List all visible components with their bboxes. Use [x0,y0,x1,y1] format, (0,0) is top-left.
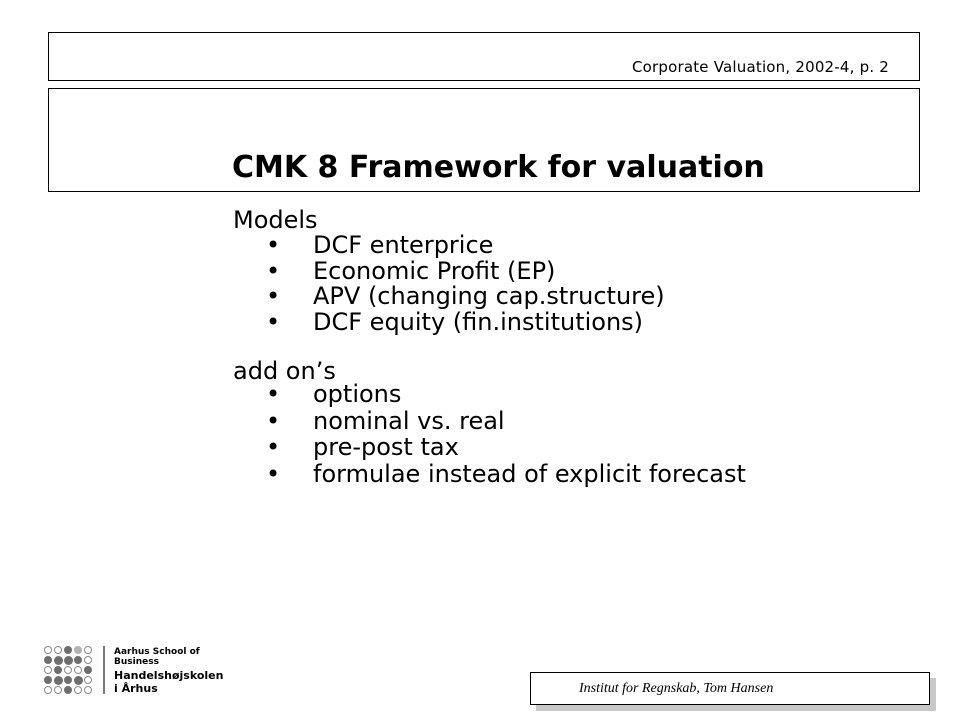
list-item-text: formulae instead of explicit forecast [313,459,746,488]
list-item [233,233,665,259]
logo-dot [54,686,62,694]
page-title: CMK 8 Framework for valuation [232,150,765,185]
logo-dot [44,676,52,684]
logo-dot [64,656,73,665]
models-heading: Models [233,206,318,234]
logo-dot [74,656,82,664]
list-item [233,284,665,310]
bullet-icon: • [266,380,281,408]
logo-dot [64,676,72,684]
logo-dot [84,676,92,684]
bullet-icon: • [266,307,281,336]
page-header-text: Corporate Valuation, 2002-4, p. 2 [631,58,889,76]
logo-dot [74,666,82,674]
logo-dot [54,656,63,665]
bullet-icon: • [266,406,281,435]
logo-name-line1: Handelshøjskolen [114,669,224,682]
logo-school-name: Aarhus School of Business [114,647,200,667]
list-item [233,381,746,408]
list-item-text: APV (changing cap.structure) [313,282,665,310]
models-list [233,233,665,335]
list-item-text: options [313,380,402,408]
logo-dot [84,686,92,694]
logo-divider [103,646,105,694]
logo-dot [44,666,52,674]
list-item-text: DCF equity (fin.institutions) [313,307,644,336]
list-item-text: pre-post tax [313,433,459,461]
logo-dot [74,676,83,685]
bullet-icon: • [266,231,281,259]
bullet-icon: • [266,256,281,285]
logo-dot [84,666,92,674]
header-box [48,32,920,81]
bullet-icon: • [266,433,281,461]
logo-dot [44,686,52,694]
addons-list [233,381,746,487]
logo-dot [44,656,52,664]
logo-dot [74,686,82,694]
logo-dot [64,666,72,674]
addons-heading: add on’s [233,357,336,385]
list-item [233,307,665,336]
footer-box [530,672,930,705]
bullet-icon: • [266,282,281,310]
list-item [233,461,746,488]
list-item-text: nominal vs. real [313,406,505,435]
logo-dot [54,676,63,685]
logo-dot [54,646,62,654]
logo-dot [84,646,92,654]
bullet-icon: • [266,459,281,488]
list-item [233,256,665,285]
footer-text: Institut for Regnskab, Tom Hansen [579,681,774,696]
list-item-text: Economic Profit (EP) [313,256,556,285]
logo-name-line2: i Århus [114,682,158,695]
list-item [233,408,746,435]
logo-dot [54,666,62,674]
logo-dot [44,646,52,654]
list-item-text: DCF enterprice [313,231,494,259]
logo-dot [74,646,82,654]
list-item [233,434,746,461]
school-logo [44,644,244,696]
logo-dot [84,656,92,664]
logo-dot [64,686,72,694]
logo-dot [64,646,72,654]
